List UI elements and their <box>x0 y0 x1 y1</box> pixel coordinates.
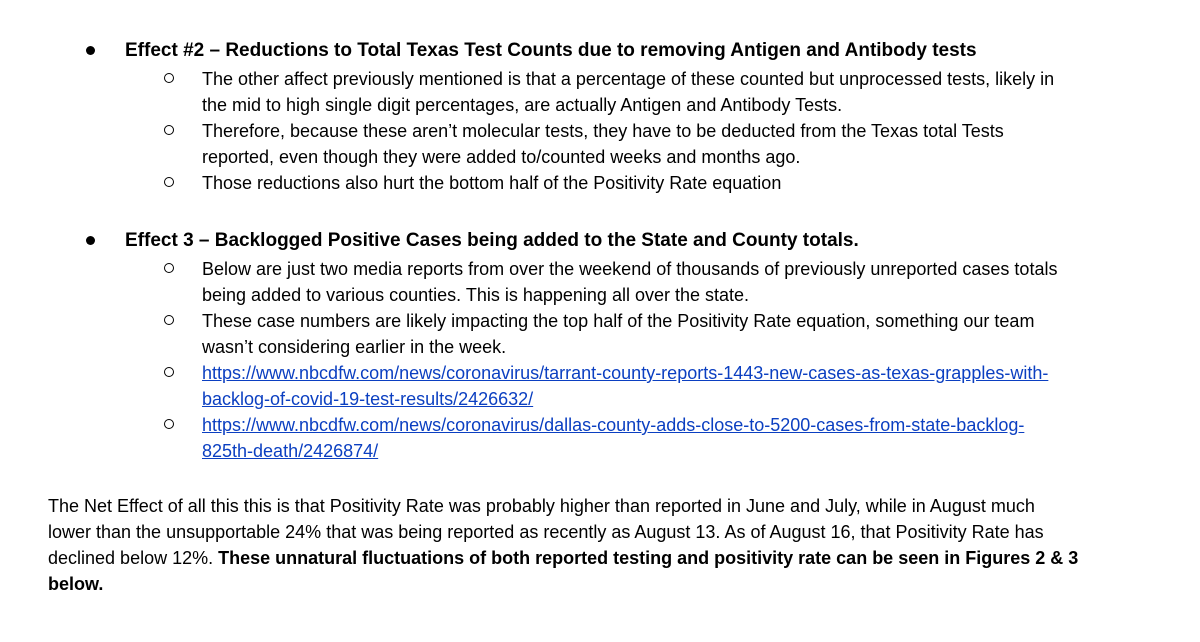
text-line: reported, even though they were added to/counted weeks and months ago. <box>202 147 801 167</box>
text-line <box>202 412 1162 438</box>
text-line <box>202 438 1162 464</box>
hollow-bullet-icon <box>164 177 174 187</box>
effect3-item-4-text <box>202 412 1162 464</box>
effect2-item-3-text <box>202 170 1162 196</box>
effect2-heading: Effect #2 – Reductions to Total Texas Test Counts due to removing Antigen and Antibody tests <box>125 40 977 61</box>
dallas-county-link[interactable]: https://www.nbcdfw.com/news/coronavirus/dallas-county-adds-close-to-5200-cases-from-state-backlog- <box>202 415 1025 435</box>
text-line: These case numbers are likely impacting the top half of the Positivity Rate equation, something our team <box>202 311 1035 331</box>
effect2-item-2-text <box>202 118 1162 170</box>
text-line: Those reductions also hurt the bottom half of the Positivity Rate equation <box>202 173 782 193</box>
effect3-heading: Effect 3 – Backlogged Positive Cases being added to the State and County totals. <box>125 230 859 251</box>
text-line: Therefore, because these aren’t molecular tests, they have to be deducted from the Texas total Tests <box>202 121 1004 141</box>
effect2-item-1-text <box>202 66 1162 118</box>
hollow-bullet-icon <box>164 73 174 83</box>
hollow-bullet-icon <box>164 419 174 429</box>
tarrant-county-link[interactable]: https://www.nbcdfw.com/news/coronavirus/tarrant-county-reports-1443-new-cases-as-texas-grapples-with- <box>202 363 1049 383</box>
text-line: wasn’t considering earlier in the week. <box>202 337 507 357</box>
text-line: The other affect previously mentioned is that a percentage of these counted but unprocessed tests, likely in <box>202 69 1055 89</box>
effect3-item-3-text <box>202 360 1162 412</box>
net-effect-paragraph <box>48 493 1158 597</box>
text-line: Below are just two media reports from over the weekend of thousands of previously unreported cases totals <box>202 259 1058 279</box>
text-line: The Net Effect of all this this is that Positivity Rate was probably higher than reported in June and July, while in August much <box>48 496 1035 516</box>
effect3-item-2-text <box>202 308 1162 360</box>
hollow-bullet-icon <box>164 125 174 135</box>
bullet-icon <box>86 236 95 245</box>
text-line: lower than the unsupportable 24% that was being reported as recently as August 13. As of August 16, that Positivity Rate has <box>48 522 1044 542</box>
emphasis-text: below. <box>48 574 104 594</box>
hollow-bullet-icon <box>164 315 174 325</box>
text-segment: declined below 12%. <box>48 548 219 568</box>
text-line: being added to various counties. This is happening all over the state. <box>202 285 750 305</box>
text-line <box>202 360 1162 386</box>
dallas-county-link-cont[interactable]: 825th-death/2426874/ <box>202 441 379 461</box>
hollow-bullet-icon <box>164 263 174 273</box>
text-segment: the mid to high single digit percentages, are actually Antigen and Antibody Tests. <box>202 95 843 115</box>
text-line <box>202 386 1162 412</box>
emphasis-text: These unnatural fluctuations of both reported testing and positivity rate can be seen in Figures 2 & 3 <box>218 548 1079 568</box>
text-line <box>202 92 1162 118</box>
tarrant-county-link-cont[interactable]: backlog-of-covid-19-test-results/2426632/ <box>202 389 534 409</box>
bullet-icon <box>86 46 95 55</box>
text-line <box>48 545 1158 571</box>
effect3-item-1-text <box>202 256 1162 308</box>
hollow-bullet-icon <box>164 367 174 377</box>
